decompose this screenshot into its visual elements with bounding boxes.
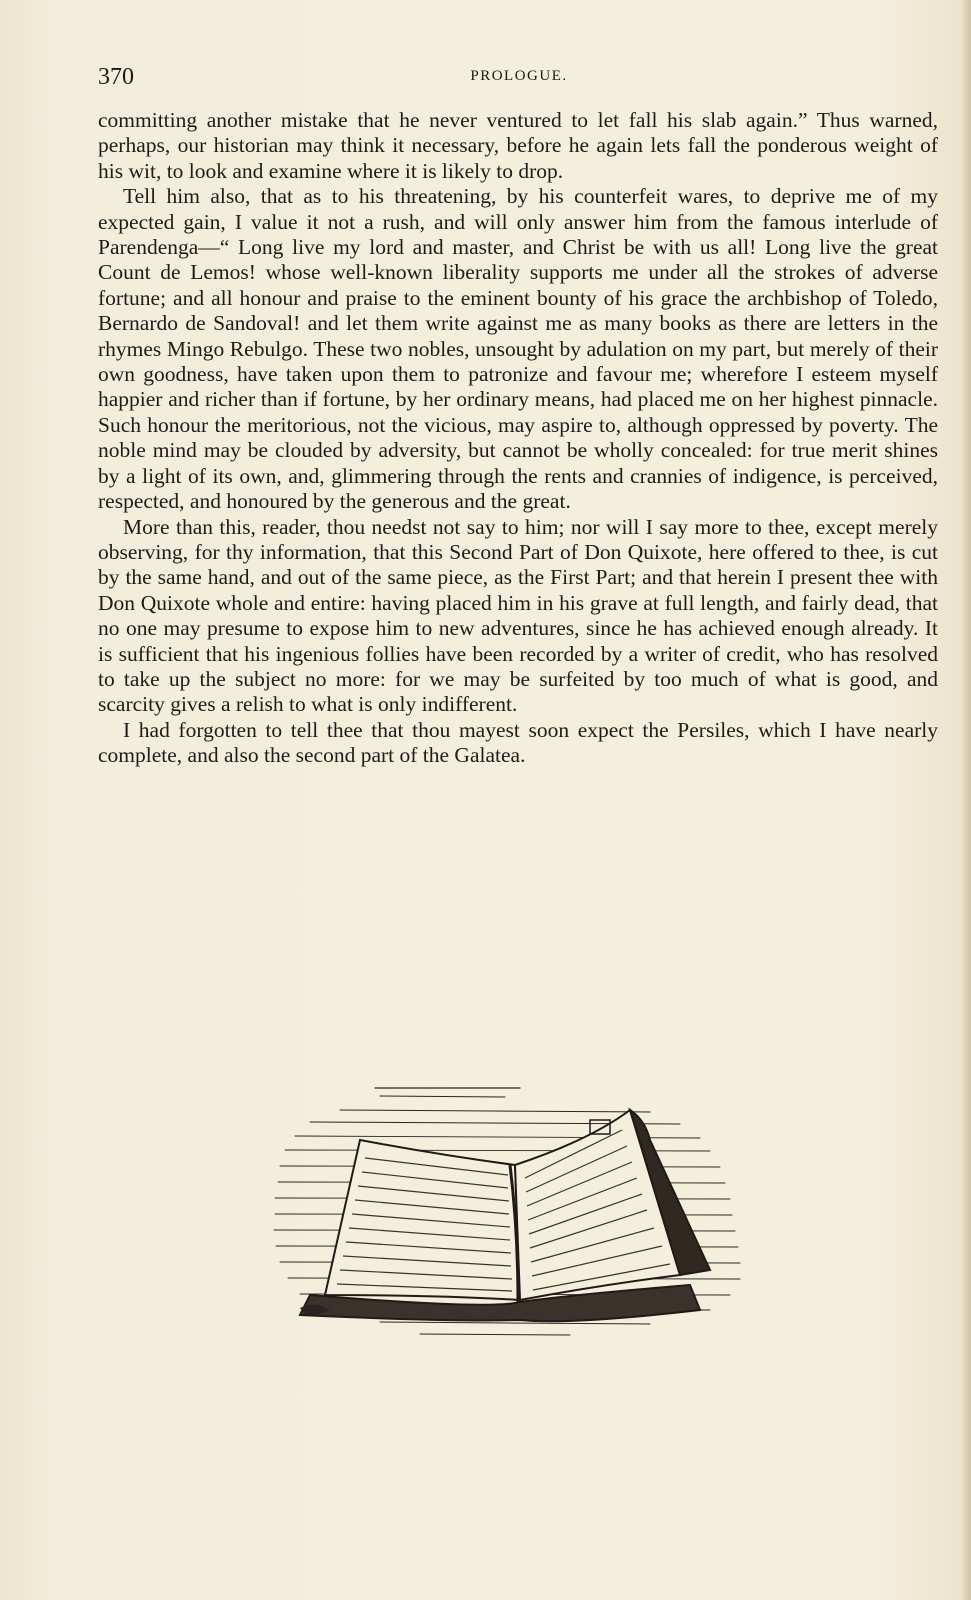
page-number: 370 [98,64,134,90]
paragraph-2: Tell him also, that as to his threatening, by his counterfeit wares, to deprive me of my expected gain, I value it not a rush, and will only answer him from the famous interlude of Parendenga—“ Long live my lord and master, and Christ be with us all! Long live the great Count de Lemos! whose well-known liberality supports me under all the strokes of adverse fortune; and all honour and praise to the eminent bounty of his grace the archbishop of Toledo, Bernardo de Sandoval! and let them write against me as many books as there are letters in the rhymes Mingo Rebulgo. These two nobles, unsought by adulation on my part, but merely of their own goodness, have taken upon them to patronize and favour me; wherefore I esteem myself happier and richer than if fortune, by her ordinary means, had placed me on her highest pinnacle. Such honour the meritorious, not the vicious, may aspire to, although oppressed by poverty. The noble mind may be clouded by adversity, but cannot be wholly concealed: for true merit shines by a light of its own, and, glimmering through the rents and crannies of indigence, is perceived, respected, and honoured by the generous and the great. [98,184,938,514]
paragraph-3: More than this, reader, thou needst not say to him; nor will I say more to thee, except merely observing, for thy information, that this Second Part of Don Quixote, here offered to thee, is cut by the same hand, and out of the same piece, as the First Part; and that herein I present thee with Don Quixote whole and entire: having placed him in his grave at full length, and fairly dead, that no one may presume to expose him to new adventures, since he has achieved enough already. It is sufficient that his ingenious follies have been recorded by a writer of credit, who has resolved to take up the subject no more: for we may be surfeited by too much of what is good, and scarcity gives a relish to what is only indifferent. [98,514,938,717]
open-book-illustration [270,1080,760,1350]
running-head [98,64,940,94]
open-book-engraving-icon [270,1080,760,1350]
paragraph-4: I had forgotten to tell thee that thou mayest soon expect the Persiles, which I have nearly complete, and also the second part of the Galatea. [98,717,938,768]
prologue-text [98,108,938,769]
page-edge-shadow [961,0,971,1600]
paragraph-1: committing another mistake that he never ventured to let fall his slab again.” Thus warned, perhaps, our historian may think it necessary, before he again lets fall the ponderous weight of his wit, to look and examine where it is likely to drop. [98,108,938,183]
running-title: PROLOGUE. [470,68,568,84]
